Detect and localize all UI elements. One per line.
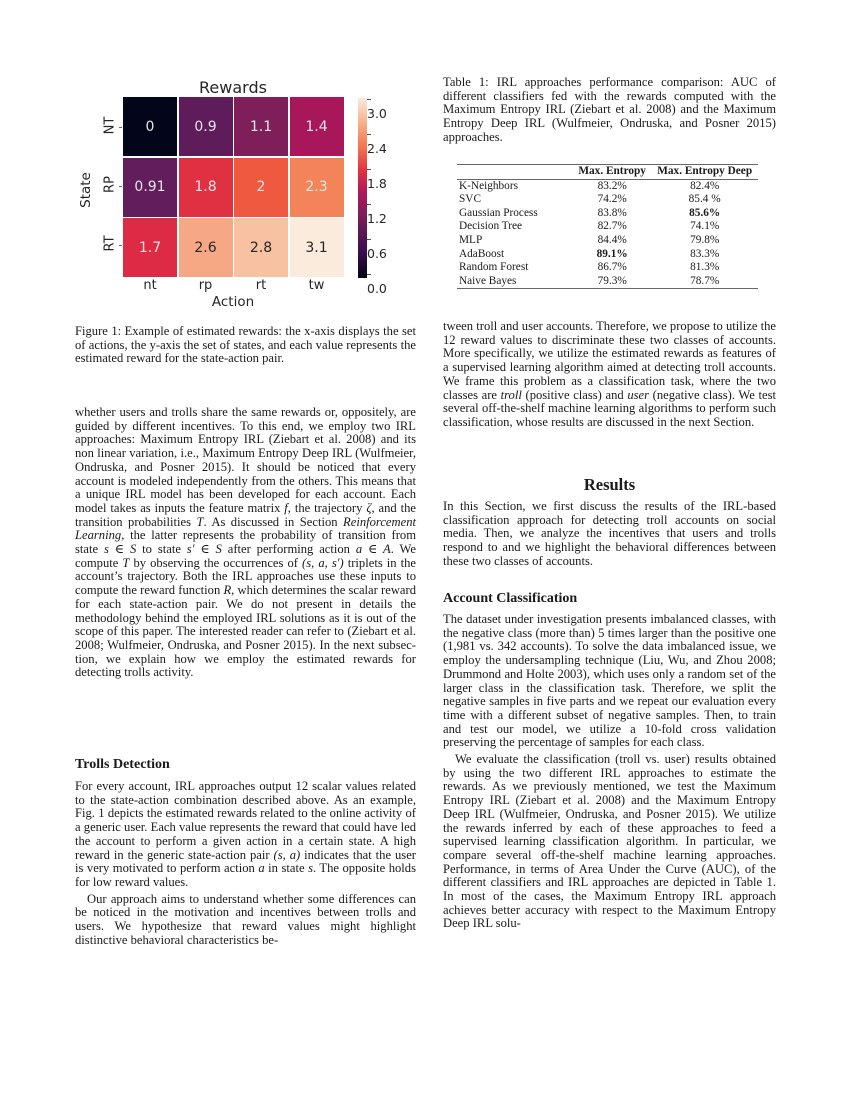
heatmap-cell: 1.4 bbox=[290, 97, 344, 156]
paragraph-approach: Our approach aims to understand whether some differences can be noticed in the motivation and incentives between trolls and users. We hypothesize that reward values might highlight distinctive behavioral characteristics be- bbox=[75, 891, 416, 947]
text-run: to state bbox=[136, 542, 187, 557]
text-run: , and the transition probabilities bbox=[75, 500, 417, 529]
term-user: user bbox=[627, 387, 650, 402]
paragraph-evaluation: We evaluate the classification (troll vs. user) results obtained by using the two different IRL approaches to estimate the rewards. As we previously mentioned, we test the Maximum Entropy IRL (Ziebart et al. 2008) and the Maximum Entropy Deep IRL (Wulfmeier, Ondruska, and Posner 2015). We utilize the rewards inferred by each of these approaches to feed a supervised learning classification algorithm. In particular, we compare several off-the-shelf machine learning approaches. Performance, in terms of Area Under the Curve (AUC), of the different classifiers and IRL approaches are depicted in Table 1. In most of the cases, the Maximum Entropy IRL approach achieves better accuracy with respect to the Maximum Entropy Deep IRL solu- bbox=[443, 752, 776, 931]
table-row bbox=[457, 261, 758, 275]
heatmap-cell: 0 bbox=[123, 97, 177, 156]
text-run: after performing action bbox=[221, 542, 356, 557]
math-f: f bbox=[284, 500, 288, 515]
paragraph-results-intro: In this Section, we first discuss the results of the IRL-based classification approach for detecting troll accounts on social media. Then, we analyze the incentives that users and trolls respond to and we highlight the behavioral differences between these two classes of accounts. bbox=[443, 499, 776, 568]
right-column-account-body bbox=[443, 613, 776, 931]
heatmap-cell: 3.1 bbox=[290, 218, 344, 277]
deep-auc: 74.1% bbox=[690, 220, 720, 233]
text-run: , the trajectory bbox=[287, 500, 367, 515]
deep-auc: 85.4 % bbox=[688, 193, 721, 206]
deep-auc: 79.8% bbox=[690, 233, 720, 246]
table-row bbox=[457, 275, 758, 289]
y-tick-rp: RP bbox=[102, 176, 118, 193]
colorbar-tick: 0.0 bbox=[367, 266, 387, 296]
maxent-auc: 74.2% bbox=[597, 193, 627, 206]
table-row bbox=[457, 179, 758, 193]
table-row bbox=[457, 220, 758, 234]
deep-auc: 82.4% bbox=[690, 179, 720, 192]
colorbar-tick: 2.4 bbox=[367, 126, 387, 156]
text-run: tween troll and user accounts. Therefore, we propose to utilize the 12 reward values to discriminate these two classes of accounts. More specifically, we utilize the estimated rewards as features of a supervised learning algorithm aimed at detecting troll accounts. We frame this problem as a classification task, where the two classes are bbox=[443, 319, 776, 402]
heatmap-cell: 1.8 bbox=[179, 158, 233, 217]
math-T: T bbox=[196, 514, 204, 529]
heatmap-grid bbox=[123, 97, 344, 277]
left-column-body bbox=[75, 406, 416, 680]
text-run: For every account, IRL approaches output 12 scalar values related to the state-action combination described above. As an example, Fig. 1 depicts the estimated rewards related to the online activity of a generic user. Each value represents the reward that could have led the account to perform a given action in a certain state. A high reward in the generic state-action pair bbox=[75, 779, 416, 862]
math-s-in-S: s ∈ S bbox=[103, 542, 137, 557]
colorbar-tick: 1.8 bbox=[367, 161, 387, 191]
maxent-auc: 89.1% bbox=[596, 247, 628, 260]
colorbar bbox=[358, 98, 367, 278]
x-tick-tw: tw bbox=[308, 278, 325, 293]
x-tick-rp: rp bbox=[198, 278, 213, 293]
deep-auc: 78.7% bbox=[690, 274, 720, 287]
classifier-name: Decision Tree bbox=[459, 220, 523, 233]
text-run: , the latter represents the probability of transition from state bbox=[75, 528, 416, 557]
math-T: T bbox=[122, 555, 130, 570]
maxent-auc: 79.3% bbox=[597, 274, 627, 287]
right-column-results-body bbox=[443, 500, 776, 569]
heatmap-cell: 2.8 bbox=[234, 218, 288, 277]
paragraph-trolls-detection bbox=[75, 780, 416, 890]
y-tick-rt: RT bbox=[102, 235, 118, 252]
text-run: indicates that the user is very motivated to perform action bbox=[75, 847, 416, 876]
math-triplet: (s, a, s′) bbox=[302, 555, 344, 570]
results-table bbox=[457, 164, 758, 289]
table-row bbox=[457, 207, 758, 221]
figure-caption: Figure 1: Example of estimated rewards: the x-axis displays the set of actions, the y-axis the set of states, and each value represents the estimated reward for the state-action pair. bbox=[75, 324, 416, 366]
text-run: . We compute bbox=[75, 542, 417, 570]
y-tick-nt: NT bbox=[102, 116, 118, 135]
y-tick-mark bbox=[119, 186, 122, 187]
heatmap-cell: 2 bbox=[234, 158, 288, 217]
colorbar-tick: 0.6 bbox=[367, 231, 387, 261]
colorbar-tick: 1.2 bbox=[367, 196, 387, 226]
maxent-auc: 83.2% bbox=[597, 179, 627, 192]
paragraph-propose bbox=[443, 320, 776, 430]
section-reference: Reinforcement Learning bbox=[75, 514, 416, 543]
left-column-trolls-body bbox=[75, 780, 416, 947]
table-header-deep: Max. Entropy Deep bbox=[651, 165, 758, 180]
text-run: (negative class). We test several off-the-shelf machine learning algorithms to perform such classification, whose results are discussed in the next Section. bbox=[443, 387, 776, 429]
paragraph-irl-approaches bbox=[75, 406, 416, 680]
maxent-auc: 83.8% bbox=[597, 206, 627, 219]
heading-trolls-detection: Trolls Detection bbox=[75, 757, 170, 772]
maxent-auc: 84.4% bbox=[597, 233, 627, 246]
classifier-name: K-Neighbors bbox=[459, 179, 518, 192]
x-tick-nt: nt bbox=[143, 278, 157, 293]
maxent-auc: 86.7% bbox=[597, 261, 627, 274]
math-a-in-A: a ∈ A bbox=[355, 542, 391, 557]
math-s: s bbox=[308, 861, 313, 876]
y-tick-mark bbox=[119, 245, 122, 246]
table-header-row bbox=[457, 165, 758, 180]
heatmap-cell: 0.91 bbox=[123, 158, 177, 217]
classifier-name: Naive Bayes bbox=[459, 274, 517, 287]
classifier-name: AdaBoost bbox=[459, 247, 505, 260]
table-row bbox=[457, 248, 758, 262]
text-run: . As discussed in Section bbox=[203, 514, 344, 529]
text-run: in state bbox=[264, 861, 309, 876]
y-tick-mark bbox=[119, 127, 122, 128]
text-run: . The opposite holds for low reward values. bbox=[75, 861, 416, 889]
term-troll: troll bbox=[500, 387, 522, 402]
heatmap-cell: 2.6 bbox=[179, 218, 233, 277]
heading-account-classification: Account Classification bbox=[443, 591, 578, 606]
x-axis-label: Action bbox=[211, 294, 255, 310]
x-tick-rt: rt bbox=[255, 278, 267, 293]
right-column-body bbox=[443, 320, 776, 430]
x-ticks bbox=[123, 278, 344, 293]
text-run: by observing the occurrences of bbox=[129, 555, 303, 570]
deep-auc: 81.3% bbox=[690, 261, 720, 274]
text-run: (positive class) and bbox=[521, 387, 628, 402]
classifier-name: SVC bbox=[459, 193, 481, 206]
table-caption: Table 1: IRL approaches performance comparison: AUC of different classifiers fed with the rewards computed with the Maximum Entropy IRL (Ziebart et al. 2008) and the Maximum Entropy Deep IRL (Wulfmeier, Ondruska, and Posner 2015) approaches. bbox=[443, 75, 776, 144]
maxent-auc: 82.7% bbox=[597, 220, 627, 233]
paragraph-dataset: The dataset under investigation presents imbalanced classes, with the negative class (more than) 5 times larger than the positive one (1,981 vs. 342 accounts). To solve the data imbalanced issue, we employ the undersampling technique (Liu, Wu, and Zhou 2008; Drummond and Holte 2003), which uses only a random set of the larger class in the classification task. Therefore, we split the negative samples in five parts and we repeat our evaluation every time with a different subset of negative samples. Then, to train and test our model, we utilize a 10-fold cross validation preserving the percentage of samples for each class. bbox=[443, 612, 776, 750]
math-sprime-in-S: s′ ∈ S bbox=[186, 542, 222, 557]
heatmap-cell: 0.9 bbox=[179, 97, 233, 156]
table-header-maxent: Max. Entropy bbox=[573, 165, 651, 180]
heatmap-cell: 1.1 bbox=[234, 97, 288, 156]
heatmap-title: Rewards bbox=[199, 78, 267, 97]
classifier-name: Gaussian Process bbox=[459, 206, 538, 219]
table-body bbox=[457, 179, 758, 289]
math-R: R bbox=[223, 583, 232, 598]
text-run: whether users and trolls share the same rewards or, oppositely, are guided by different incentives. To this end, we employ two IRL approaches: Maximum Entropy IRL (Ziebart et al. 2008) and its non linear variation, i.e., Maximum Entropy Deep IRL (Wulfmeier, Ondruska, and Posner 2015). It should be noticed that every account is modeled independently from the others. This means that a unique IRL model has been developed for each account. Each model takes as inputs the feature matrix bbox=[75, 405, 416, 515]
heading-results: Results bbox=[583, 475, 636, 494]
y-axis-label: State bbox=[78, 172, 94, 208]
deep-auc: 83.3% bbox=[690, 247, 720, 260]
figure-1 bbox=[75, 75, 420, 310]
math-pair: (s, a) bbox=[273, 847, 301, 862]
colorbar-tick: 3.0 bbox=[367, 91, 387, 121]
heatmap-cell: 1.7 bbox=[123, 218, 177, 277]
table-row bbox=[457, 234, 758, 248]
math-a: a bbox=[258, 861, 265, 876]
deep-auc: 85.6% bbox=[689, 206, 721, 219]
table-row bbox=[457, 193, 758, 207]
classifier-name: Random Forest bbox=[459, 261, 529, 274]
text-run: triplets in the account’s trajectory. Both the IRL approaches use these inputs to compute the reward function bbox=[75, 555, 417, 598]
table-header-blank bbox=[457, 165, 573, 180]
heatmap-cell: 2.3 bbox=[290, 158, 344, 217]
text-run: , which determines the scalar reward for each state-action pair. We do not present in details the methodology behind the employed IRL solutions as it is out of the scope of this paper. The interested reader can refer to (Ziebart et al. 2008; Wulfmeier, Ondruska, and Posner 2015). In the next subsection, we explain how we employ the estimated rewards for detecting trolls activity. bbox=[75, 583, 416, 680]
math-zeta: ζ bbox=[366, 500, 372, 515]
classifier-name: MLP bbox=[459, 233, 483, 246]
